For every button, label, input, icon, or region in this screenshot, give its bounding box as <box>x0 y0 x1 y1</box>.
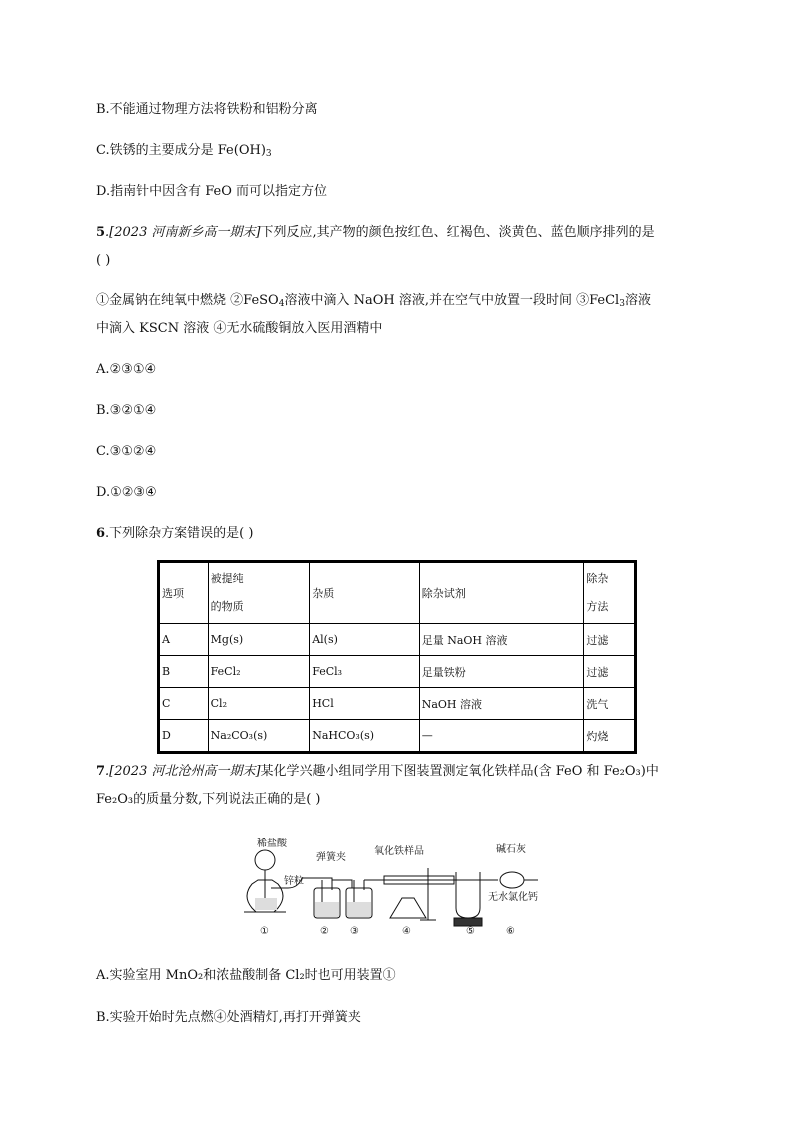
q5-items-text-c: 溶液 <box>624 293 651 308</box>
q7-source: .[2023 河北沧州高一期末] <box>105 764 261 779</box>
cell-target: Cl₂ <box>208 688 310 720</box>
q4-option-c <box>96 142 272 163</box>
cell-impurity: Al(s) <box>310 624 420 656</box>
table-row <box>159 656 636 688</box>
q5-source: .[2023 河南新乡高一期末] <box>105 225 261 240</box>
cell-option: C <box>159 688 209 720</box>
label-n5: ⑤ <box>466 926 475 937</box>
q5-items-sub2: 3 <box>619 299 625 309</box>
cell-reagent: 足量铁粉 <box>419 656 584 688</box>
cell-impurity: NaHCO₃(s) <box>310 720 420 753</box>
q5-option-a: A.②③①④ <box>96 362 157 377</box>
header-reagent: 除杂试剂 <box>419 562 584 624</box>
cell-target: FeCl₂ <box>208 656 310 688</box>
drying-tube <box>500 872 524 888</box>
label-soda-lime: 碱石灰 <box>496 844 526 855</box>
connecting-tube <box>332 880 352 888</box>
u-tube <box>456 872 480 918</box>
q5-option-b: B.③②①④ <box>96 403 157 418</box>
q5-answer-blank: ( ) <box>96 253 111 268</box>
q4-option-c-subscript: 3 <box>265 149 272 159</box>
q5-items-text-a: ①金属钠在纯氧中燃烧 ②FeSO <box>96 293 279 308</box>
cell-impurity: FeCl₃ <box>310 656 420 688</box>
label-cacl2: 无水氯化钙 <box>488 892 538 903</box>
q4-option-b: B.不能通过物理方法将铁粉和铝粉分离 <box>96 102 318 117</box>
q5-items-sub: 4 <box>278 299 285 309</box>
apparatus-diagram <box>240 838 570 942</box>
header-method <box>584 562 636 624</box>
header-method-line2: 方法 <box>586 600 609 613</box>
q5-number: 5 <box>96 225 106 240</box>
alcohol-lamp <box>390 898 426 918</box>
q7-stem-line1 <box>96 763 659 781</box>
kipp-liquid <box>255 898 277 910</box>
header-target-line1: 被提纯 <box>210 572 244 585</box>
table-header-row <box>159 562 636 624</box>
cell-impurity: HCl <box>310 688 420 720</box>
label-clamp: 弹簧夹 <box>316 852 346 863</box>
q7-number: 7 <box>96 764 106 779</box>
cell-option: A <box>159 624 209 656</box>
table-row <box>159 624 636 656</box>
header-target-line2: 的物质 <box>210 600 244 613</box>
q7-stem-line2: Fe₂O₃的质量分数,下列说法正确的是( ) <box>96 792 321 807</box>
q4-option-c-text: C.铁锈的主要成分是 Fe(OH) <box>96 143 266 158</box>
label-n6: ⑥ <box>506 926 515 937</box>
q5-stem-text: 下列反应,其产物的颜色按红色、红褐色、淡黄色、蓝色顺序排列的是 <box>260 225 655 240</box>
q5-items-text-b: 溶液中滴入 NaOH 溶液,并在空气中放置一段时间 ③FeCl <box>284 293 620 308</box>
q6-stem <box>96 525 253 543</box>
cell-reagent: NaOH 溶液 <box>419 688 584 720</box>
q5-items-line1 <box>96 292 651 313</box>
cell-option: D <box>159 720 209 753</box>
cell-method: 过滤 <box>584 656 636 688</box>
label-n4: ④ <box>402 926 411 937</box>
header-target <box>208 562 310 624</box>
cell-method: 灼烧 <box>584 720 636 753</box>
cell-reagent: — <box>419 720 584 753</box>
q7-option-b: B.实验开始时先点燃④处酒精灯,再打开弹簧夹 <box>96 1010 361 1025</box>
q7-option-a: A.实验室用 MnO₂和浓盐酸制备 Cl₂时也可用装置① <box>96 968 396 983</box>
q4-option-d: D.指南针中因含有 FeO 而可以指定方位 <box>96 184 328 199</box>
q6-stem-text: .下列除杂方案错误的是( ) <box>105 526 254 541</box>
q5-option-d: D.①②③④ <box>96 485 157 500</box>
label-n3: ③ <box>350 926 359 937</box>
kipp-funnel <box>255 850 275 870</box>
header-method-line1: 除杂 <box>586 572 609 585</box>
table-row <box>159 688 636 720</box>
bottle2-liquid <box>315 902 339 917</box>
label-acid: 稀盐酸 <box>257 838 287 849</box>
u-tube-stand <box>454 918 482 926</box>
table-row <box>159 720 636 753</box>
q7-stem-text1: 某化学兴趣小组同学用下图装置测定氧化铁样品(含 FeO 和 Fe₂O₃)中 <box>260 764 659 779</box>
label-sample: 氧化铁样品 <box>374 846 424 857</box>
q5-stem <box>96 224 655 242</box>
label-n1: ① <box>260 926 269 937</box>
q6-number: 6 <box>96 526 106 541</box>
cell-reagent: 足量 NaOH 溶液 <box>419 624 584 656</box>
cell-target: Na₂CO₃(s) <box>208 720 310 753</box>
header-impurity: 杂质 <box>310 562 420 624</box>
q5-option-c: C.③①②④ <box>96 444 157 459</box>
label-zinc: 锌粒 <box>284 876 304 887</box>
cell-target: Mg(s) <box>208 624 310 656</box>
purification-table <box>157 560 637 754</box>
bottle3-liquid <box>347 902 371 917</box>
cell-method: 过滤 <box>584 624 636 656</box>
cell-option: B <box>159 656 209 688</box>
header-option: 选项 <box>159 562 209 624</box>
label-n2: ② <box>320 926 329 937</box>
cell-method: 洗气 <box>584 688 636 720</box>
q5-items-line2: 中滴入 KSCN 溶液 ④无水硫酸铜放入医用酒精中 <box>96 321 383 336</box>
